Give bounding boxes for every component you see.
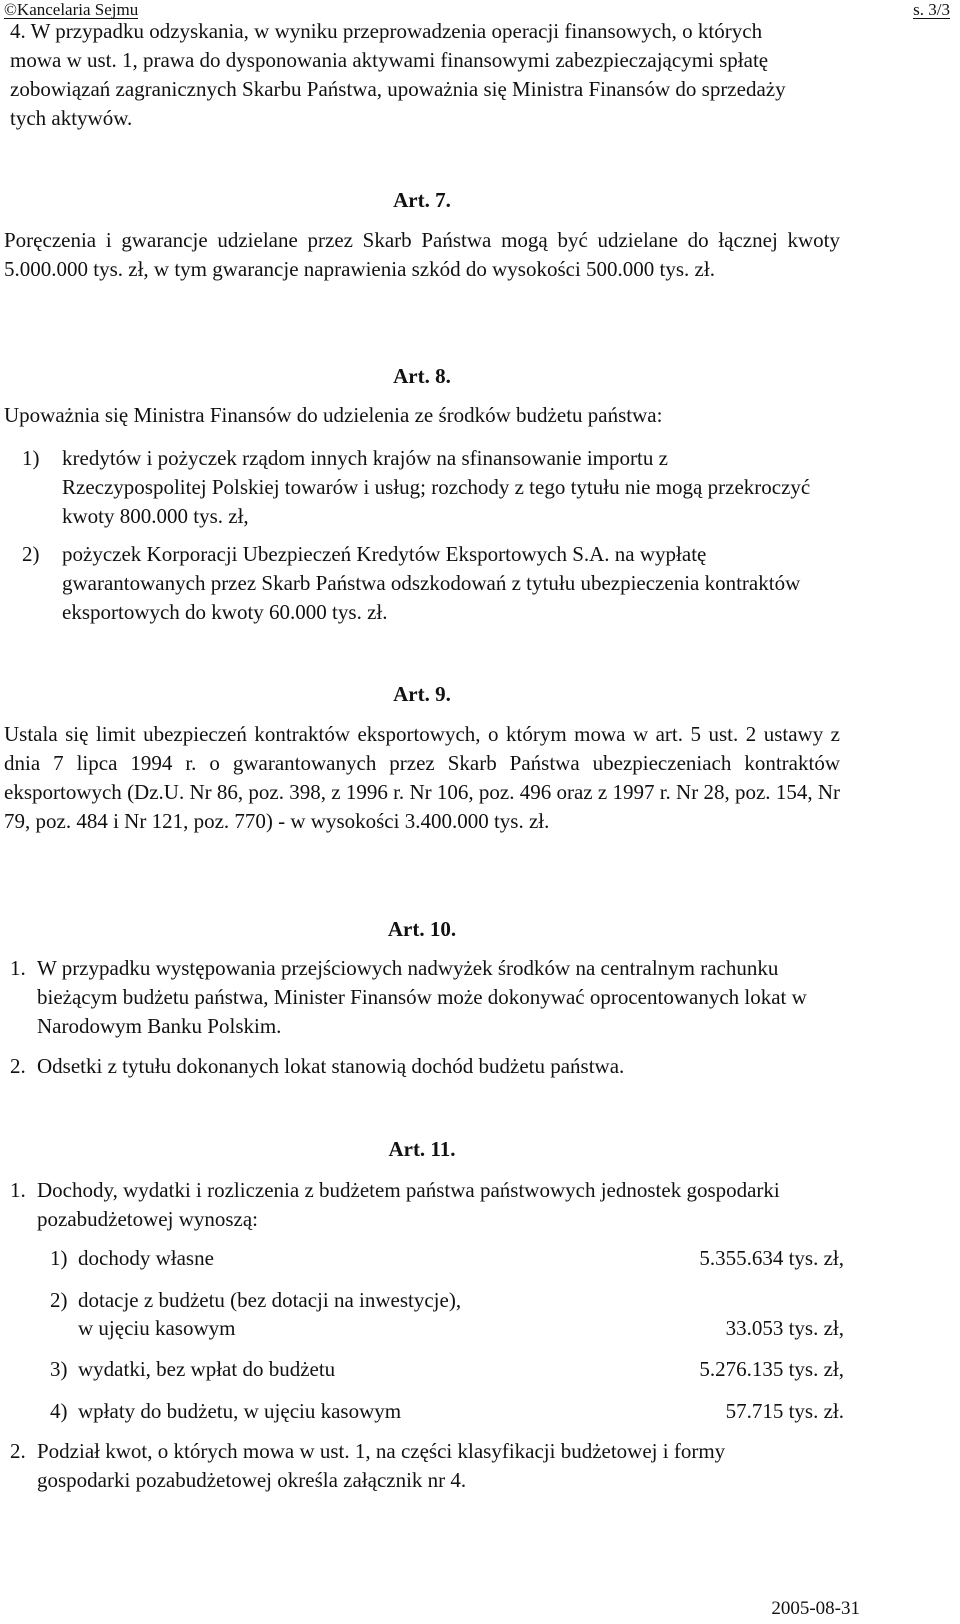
paragraph-text: 4. W przypadku odzyskania, w wyniku przeprowadzenia operacji finansowych, o których mowa w ust. 1, prawa do dysponowania aktywami finansowymi zabezpieczającymi spłatę zobowiązań zagranicznych Skarbu Państwa, upoważnia się Ministra Finansów do sprzedaży tych aktywów.	[10, 19, 786, 130]
article-8-item-2	[22, 540, 822, 627]
row-number: 2)	[50, 1288, 68, 1312]
row-value: 33.053 tys. zł,	[725, 1316, 844, 1340]
article-10-paragraph-1	[10, 954, 820, 1041]
paragraph-number: 2.	[10, 1054, 26, 1078]
article-heading-8: Art. 8.	[393, 364, 451, 388]
row-label: wpłaty do budżetu, w ujęciu kasowym	[78, 1399, 402, 1423]
article-heading-9: Art. 9.	[393, 682, 451, 706]
row-value: 5.355.634 tys. zł,	[699, 1246, 844, 1270]
item-number: 1)	[22, 446, 40, 470]
article-8-intro: Upoważnia się Ministra Finansów do udzielenia ze środków budżetu państwa:	[4, 403, 663, 427]
article-11-paragraph-1	[10, 1176, 810, 1234]
paragraph-number: 1.	[10, 1178, 26, 1202]
item-text: pożyczek Korporacji Ubezpieczeń Kredytów Eksportowych S.A. na wypłatę gwarantowanych przez Skarb Państwa odszkodowań z tytułu ubezpieczenia kontraktów eksportowych do kwoty 60.000 tys. zł.	[62, 542, 801, 624]
row-number: 1)	[50, 1246, 68, 1270]
row-label: dochody własne	[78, 1246, 214, 1270]
paragraph-text: W przypadku występowania przejściowych nadwyżek środków na centralnym rachunku bieżącym budżetu państwa, Minister Finansów może dokonywać oprocentowanych lokat w Narodowym Banku Polskim.	[37, 956, 807, 1038]
budget-row	[50, 1286, 844, 1344]
row-label: wydatki, bez wpłat do budżetu	[78, 1357, 336, 1381]
article-11-paragraph-2	[10, 1437, 770, 1495]
article-8-item-1	[22, 444, 812, 531]
row-label: dotacje z budżetu (bez dotacji na inwestycje),	[78, 1288, 462, 1312]
row-number: 3)	[50, 1357, 68, 1381]
paragraph-text: Dochody, wydatki i rozliczenia z budżetem państwa państwowych jednostek gospodarki pozabudżetowej wynoszą:	[37, 1178, 780, 1231]
article-10-paragraph-2	[10, 1052, 820, 1081]
article-heading-11: Art. 11.	[388, 1137, 456, 1161]
row-label-continuation: w ujęciu kasowym	[78, 1316, 236, 1340]
item-number: 2)	[22, 542, 40, 566]
article-heading-7: Art. 7.	[393, 188, 451, 212]
header-page-number: s. 3/3	[913, 0, 950, 19]
row-value: 57.715 tys. zł.	[725, 1399, 844, 1423]
paragraph-text: Podział kwot, o których mowa w ust. 1, na części klasyfikacji budżetowej i formy gospodarki pozabudżetowej określa załącznik nr 4.	[37, 1439, 726, 1492]
paragraph-number: 1.	[10, 956, 26, 980]
row-number: 4)	[50, 1399, 68, 1423]
header-publisher: ©Kancelaria Sejmu	[4, 0, 139, 19]
paragraph-number: 2.	[10, 1439, 26, 1463]
art6-paragraph-4	[10, 17, 810, 133]
document-date: 2005-08-31	[771, 1598, 860, 1619]
article-heading-10: Art. 10.	[387, 917, 457, 941]
article-9-text: Ustala się limit ubezpieczeń kontraktów eksportowych, o którym mowa w art. 5 ust. 2 ustawy z dnia 7 lipca 1994 r. o gwarantowanych przez Skarb Państwa ubezpieczeniach kontraktów eksportowych (Dz.U. Nr 86, poz. 398, z 1996 r. Nr 106, poz. 496 oraz z 1997 r. Nr 28, poz. 154, Nr 79, poz. 484 i Nr 121, poz. 770) - w wysokości 3.400.000 tys. zł.	[4, 722, 840, 833]
paragraph-text: Odsetki z tytułu dokonanych lokat stanowią dochód budżetu państwa.	[37, 1054, 625, 1078]
row-value: 5.276.135 tys. zł,	[699, 1357, 844, 1381]
article-7-text: Poręczenia i gwarancje udzielane przez Skarb Państwa mogą być udzielane do łącznej kwoty 5.000.000 tys. zł, w tym gwarancje naprawienia szkód do wysokości 500.000 tys. zł.	[4, 228, 840, 281]
item-text: kredytów i pożyczek rządom innych krajów na sfinansowanie importu z Rzeczypospolitej Polskiej towarów i usług; rozchody z tego tytułu nie mogą przekroczyć kwoty 800.000 tys. zł,	[62, 446, 811, 528]
